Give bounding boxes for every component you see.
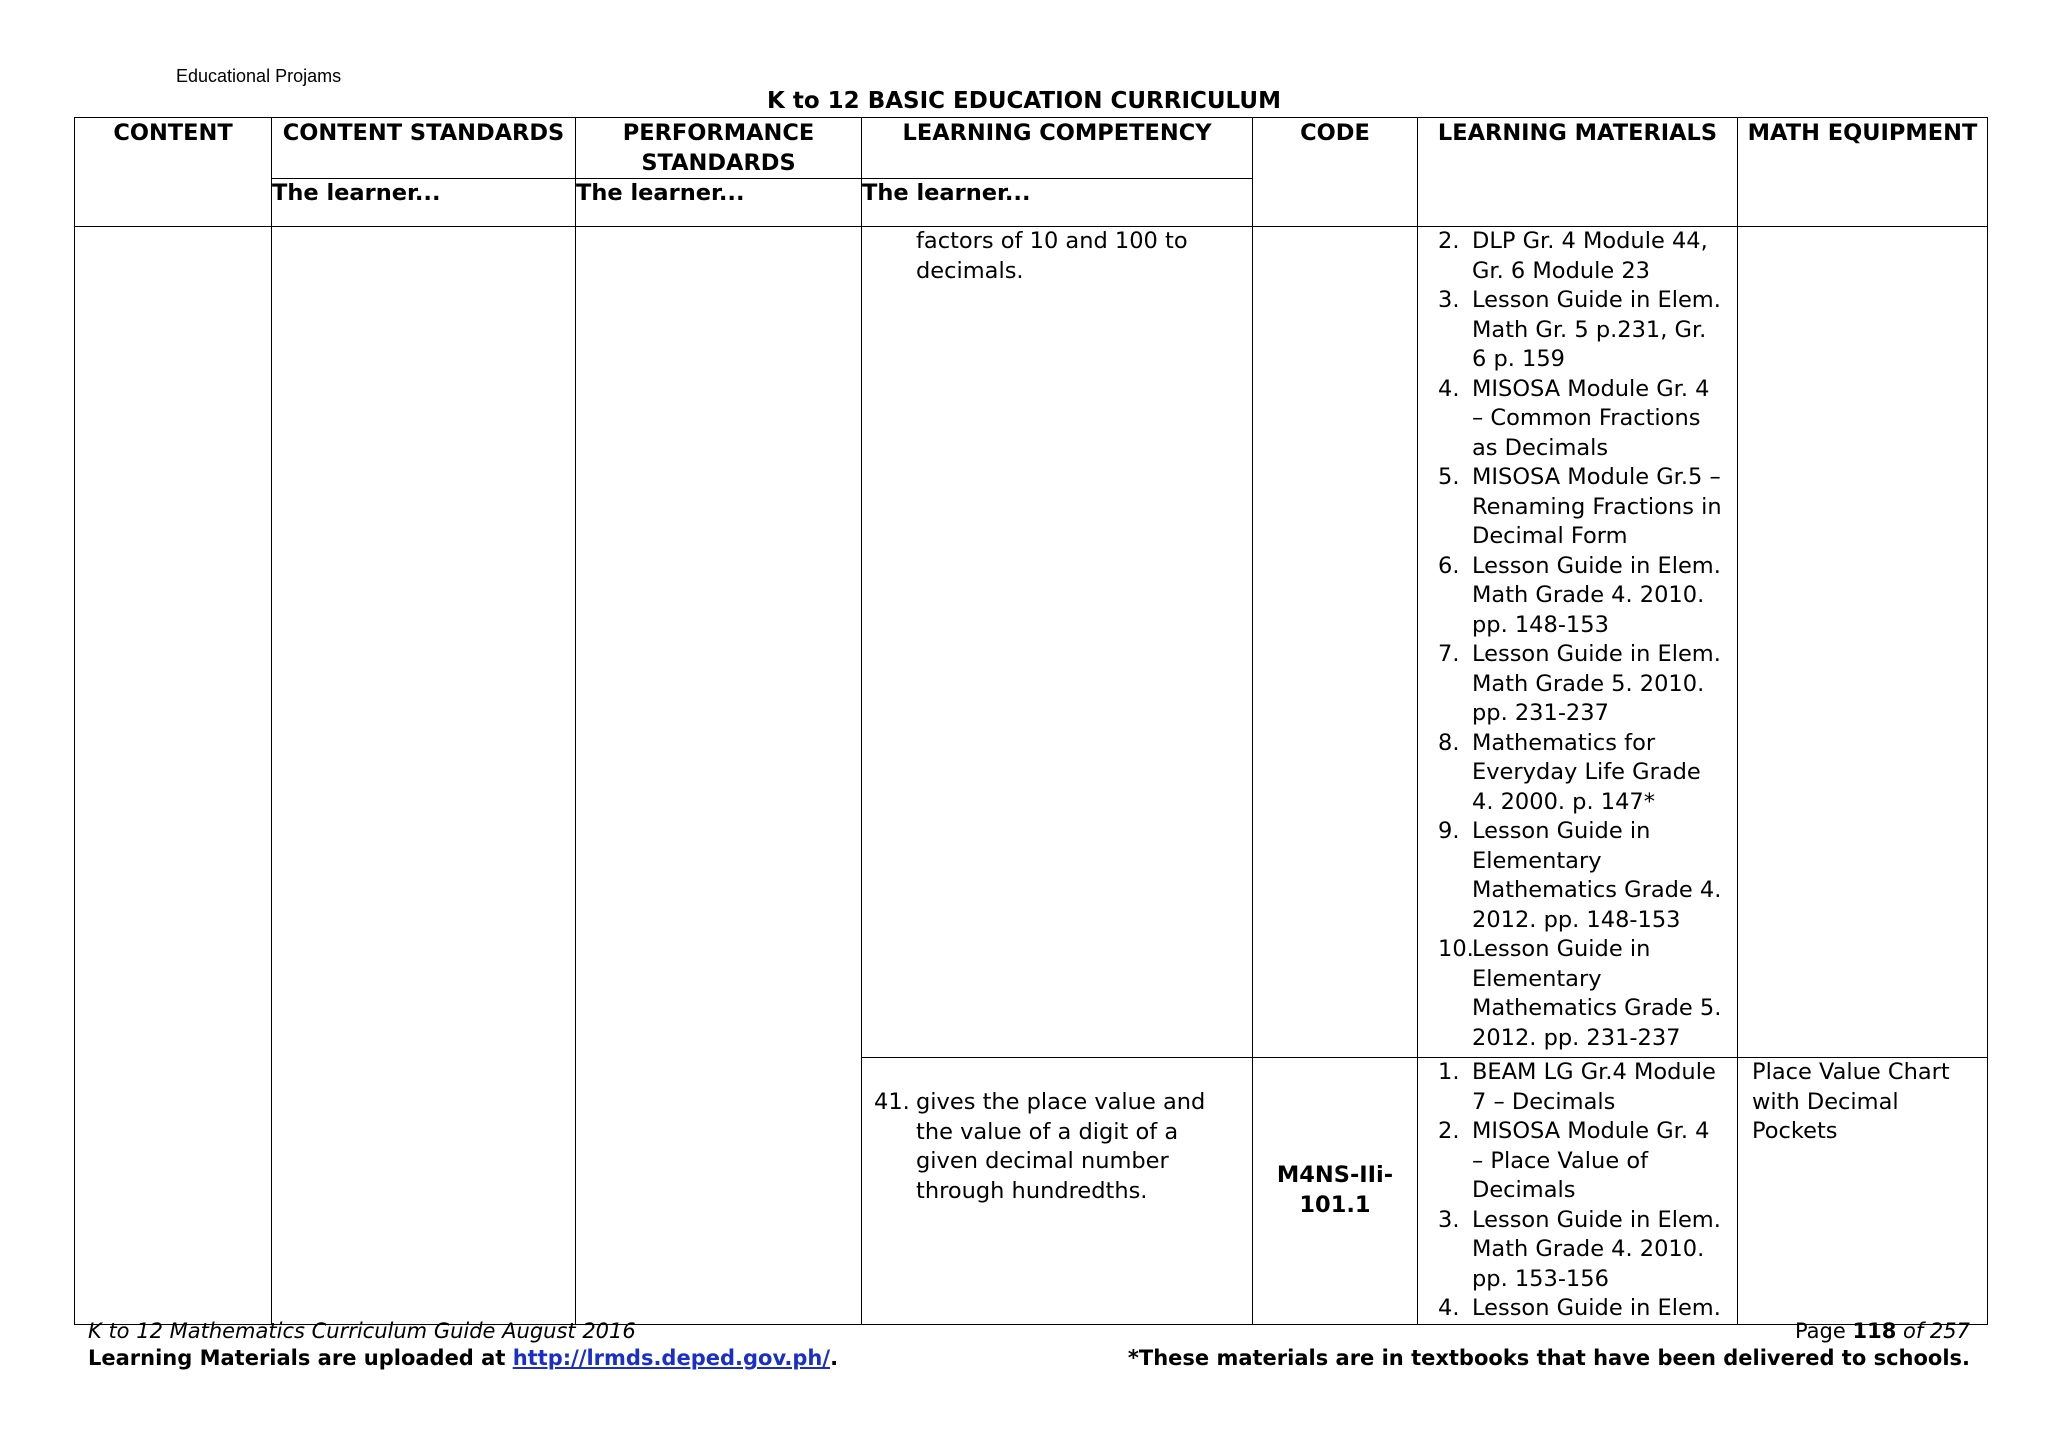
material-number: 2. [1438, 228, 1460, 254]
curriculum-table [74, 117, 1988, 1325]
material-number: 2. [1438, 1118, 1460, 1144]
learner-label-competency: The learner... [862, 179, 1253, 227]
performance-standards-cell [576, 227, 862, 1325]
material-text: Lesson Guide in Elem. Math Grade 4. 2010. pp. 153-156 [1472, 1206, 1721, 1292]
material-text: MISOSA Module Gr.5 – Renaming Fractions in Decimal Form [1472, 464, 1722, 549]
materials-cell [1418, 1058, 1738, 1325]
material-item [1438, 463, 1725, 552]
material-item [1438, 1206, 1725, 1295]
content-cell [75, 227, 272, 1325]
material-number: 7. [1438, 641, 1460, 667]
competency-number: 41. [874, 1089, 910, 1115]
material-item [1438, 375, 1725, 464]
header-content-standards: CONTENT STANDARDS [272, 118, 576, 179]
material-number: 3. [1438, 1206, 1460, 1233]
content-standards-cell [272, 227, 576, 1325]
page-label: Page [1794, 1319, 1853, 1343]
header-math-equipment: MATH EQUIPMENT [1738, 118, 1988, 227]
page-indicator [1128, 1318, 1970, 1345]
materials-cell [1418, 227, 1738, 1058]
material-item [1438, 552, 1725, 641]
competency-text: gives the place value and the value of a digit of a given decimal number through hundredths. [916, 1089, 1206, 1204]
material-number: 4. [1438, 1295, 1460, 1321]
footer-right [1128, 1318, 1970, 1372]
material-item [1438, 286, 1725, 375]
competency-cell [862, 1058, 1253, 1325]
header-row [75, 118, 1988, 179]
document-title: K to 12 BASIC EDUCATION CURRICULUM [767, 88, 1281, 114]
header-code: CODE [1253, 118, 1418, 227]
lrmds-link[interactable]: http://lrmds.deped.gov.ph/ [512, 1346, 831, 1370]
material-text: Lesson Guide in Elem. Math Grade 4. 2010. pp. 148-153 [1472, 552, 1721, 638]
material-number: 5. [1438, 464, 1460, 490]
materials-list [1418, 227, 1737, 1053]
header-learning-competency: LEARNING COMPETENCY [862, 118, 1253, 179]
learner-label-performance-standards: The learner... [576, 179, 862, 227]
material-item [1438, 1117, 1725, 1206]
material-item [1438, 227, 1725, 286]
uploaded-suffix: . [830, 1346, 839, 1370]
material-text: Lesson Guide in Elem. Math Grade 5. 2010. pp. 231-237 [1472, 641, 1721, 726]
material-number: 4. [1438, 375, 1460, 402]
material-item [1438, 935, 1725, 1053]
uploaded-text: Learning Materials are uploaded at [88, 1346, 513, 1370]
material-item [1438, 640, 1725, 729]
competency-code: M4NS-IIi-101.1 [1276, 1162, 1394, 1218]
learner-label-content-standards: The learner... [272, 179, 576, 227]
material-text: MISOSA Module Gr. 4 – Place Value of Decimals [1472, 1118, 1710, 1203]
material-text: DLP Gr. 4 Module 44, Gr. 6 Module 23 [1472, 228, 1708, 284]
material-number: 10. [1438, 936, 1474, 962]
materials-list [1418, 1058, 1737, 1324]
equipment-cell [1738, 1058, 1988, 1325]
page-total: of 257 [1896, 1319, 1970, 1343]
header-learning-materials: LEARNING MATERIALS [1418, 118, 1738, 227]
watermark-text: Educational Projams [176, 66, 342, 86]
material-text: Lesson Guide in Elementary Mathematics Grade 4. 2012. pp. 148-153 [1472, 818, 1722, 933]
material-item [1438, 729, 1725, 818]
material-number: 3. [1438, 287, 1460, 313]
header-performance-standards: PERFORMANCE STANDARDS [576, 118, 862, 179]
header-content: CONTENT [75, 118, 272, 227]
footer-left [88, 1318, 838, 1372]
material-text: BEAM LG Gr.4 Module 7 – Decimals [1472, 1059, 1716, 1115]
material-text: Mathematics for Everyday Life Grade 4. 2000. p. 147* [1472, 729, 1701, 815]
equipment-cell [1738, 227, 1988, 1058]
material-item [1438, 1058, 1725, 1117]
material-text: Lesson Guide in Elementary Mathematics Grade 5. 2012. pp. 231-237 [1472, 936, 1722, 1051]
guide-label: K to 12 Mathematics Curriculum Guide August 2016 [88, 1319, 636, 1343]
code-cell [1253, 227, 1418, 1058]
table-row [75, 227, 1988, 1058]
equipment-text: Place Value Chart with Decimal Pockets [1752, 1059, 1950, 1144]
page-number: 118 [1852, 1319, 1897, 1343]
material-number: 9. [1438, 818, 1460, 844]
material-text: MISOSA Module Gr. 4 – Common Fractions as Decimals [1472, 375, 1710, 461]
material-number: 1. [1438, 1059, 1460, 1085]
material-text: Lesson Guide in Elem. [1472, 1295, 1721, 1321]
competency-text: factors of 10 and 100 to decimals. [916, 228, 1188, 284]
textbook-note: *These materials are in textbooks that have been delivered to schools. [1127, 1346, 1970, 1370]
code-cell [1253, 1058, 1418, 1325]
material-number: 6. [1438, 552, 1460, 579]
material-item [1438, 817, 1725, 935]
material-text: Lesson Guide in Elem. Math Gr. 5 p.231, Gr. 6 p. 159 [1472, 287, 1721, 372]
competency-cell [862, 227, 1253, 1058]
material-number: 8. [1438, 729, 1460, 756]
